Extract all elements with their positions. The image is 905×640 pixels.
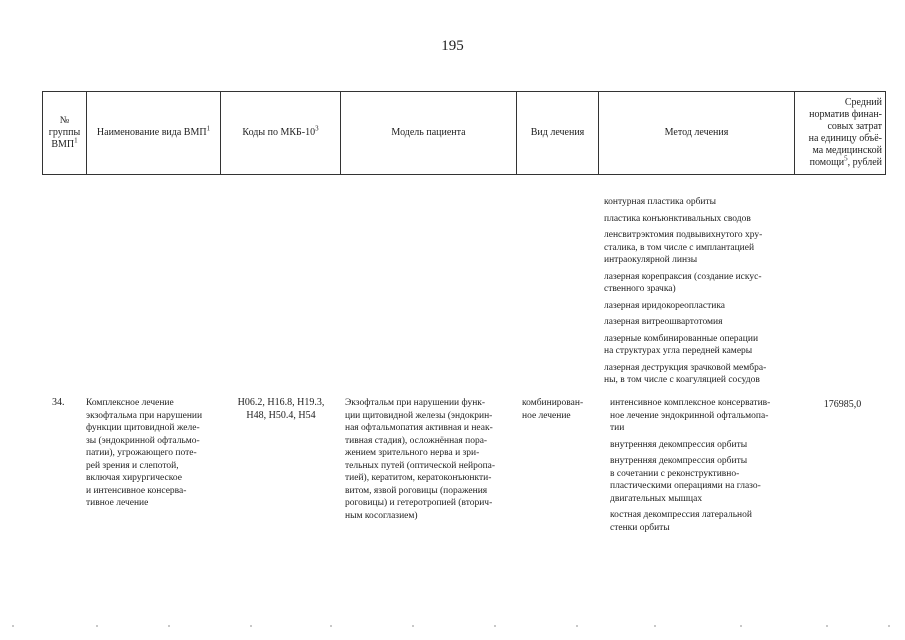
- method-line: стенки орбиты: [610, 522, 670, 533]
- method-line: контурная пластика орбиты: [604, 197, 717, 207]
- method-line: пластика конъюнктивальных сводов: [604, 213, 751, 224]
- table-header: [42, 91, 886, 175]
- method-line: ственного зрачка): [604, 284, 676, 294]
- text-line: жением зрительного нерва и зри-: [345, 448, 480, 458]
- text-line: тельных путей (оптической нейропа-: [345, 460, 496, 471]
- text-line: ная офтальмопатия активная и неак-: [345, 423, 493, 433]
- header-group-number-line: №: [59, 115, 70, 126]
- text-line: комбинирован-: [522, 398, 584, 408]
- header-group-number: [43, 92, 87, 175]
- row-34-cost: 176985,0: [823, 399, 862, 410]
- header-group-number-line: группы: [48, 127, 81, 138]
- method-line: в сочетании с реконструктивно-: [610, 468, 740, 479]
- method-line: лазерная витреошвартотомия: [604, 317, 723, 327]
- method-item: [604, 213, 800, 226]
- text-line: H06.2, H16.8, H19.3,: [237, 397, 325, 408]
- text-line: зы (эндокринной офтальмо-: [86, 435, 200, 446]
- method-line: ное лечение эндокринной офтальмопа-: [610, 410, 769, 421]
- method-item: [610, 439, 800, 452]
- header-cost-line: совых затрат: [827, 121, 882, 132]
- method-item: [604, 229, 800, 267]
- method-item: [604, 271, 800, 296]
- text-line: функции щитовидной желе-: [86, 423, 200, 433]
- header-patient-model: Модель пациента: [341, 92, 517, 175]
- method-line: лазерные комбинированные операции: [604, 333, 759, 344]
- header-cost-line: ма медицинской: [812, 145, 882, 156]
- footnote-mark: 3: [315, 124, 319, 133]
- text-line: ное лечение: [522, 410, 571, 421]
- method-line: пластическими операциями на глазо-: [610, 481, 761, 491]
- row-34-vmp-name: [86, 397, 226, 510]
- header-icd-codes: Коды по МКБ-$10^3$: [221, 92, 341, 175]
- continued-methods-list: [604, 196, 800, 391]
- header-group-number-line: ВМП: [51, 139, 75, 150]
- header-treatment-type: Вид лечения: [517, 92, 599, 175]
- method-item: [604, 300, 800, 313]
- text-line: роговицы) и гетеротропией (вторич-: [345, 498, 493, 508]
- method-line: интенсивное комплексное консерватив-: [610, 398, 771, 408]
- footnote-mark: 1: [74, 136, 78, 145]
- method-item: [604, 316, 800, 329]
- text-line: Экзофтальм при нарушении функ-: [345, 398, 486, 408]
- method-line: лазерная иридокореопластика: [604, 300, 726, 311]
- method-line: на структурах угла передней камеры: [604, 346, 753, 356]
- page-number: 195: [441, 38, 464, 54]
- footnote-mark: 5: [844, 154, 848, 163]
- text-line: H48, H50.4, H54: [246, 409, 316, 421]
- text-line: Комплексное лечение: [86, 398, 174, 408]
- header-vmp-name: Наименование вида ВМП$^1$: [87, 92, 221, 175]
- scan-artifacts: [0, 625, 905, 631]
- row-34-methods-list: [610, 397, 800, 538]
- method-line: тии: [610, 423, 625, 433]
- method-item: [604, 196, 800, 209]
- header-cost-line: норматив финан-: [809, 109, 882, 120]
- text-line: патии), угрожающего поте-: [86, 448, 197, 458]
- text-line: витом, язвой роговицы (поражения: [345, 485, 488, 496]
- row-34-icd-codes: [222, 397, 340, 422]
- header-cost-line: Средний: [844, 97, 882, 108]
- text-line: ции щитовидной железы (эндокрин-: [345, 410, 493, 421]
- method-line: костная декомпрессия латеральной: [610, 510, 752, 520]
- text-line: ным косоглазием): [345, 510, 418, 521]
- text-line: тивное лечение: [86, 498, 149, 508]
- method-item: [610, 509, 800, 534]
- method-line: внутренняя декомпрессия орбиты: [610, 439, 748, 450]
- method-line: интраокулярной линзы: [604, 255, 698, 265]
- row-34-treatment-type: [522, 397, 598, 422]
- method-item: [604, 362, 800, 387]
- method-item: [610, 397, 800, 435]
- text-line: тивная стадия), осложнённая пора-: [345, 435, 488, 446]
- method-line: ленсвитрэктомия подвывихнутого хру-: [604, 230, 763, 240]
- footnote-mark: 1: [206, 124, 211, 133]
- method-line: лазерная деструкция зрачковой мембра-: [604, 362, 767, 373]
- header-cost-line: на единицу объё-: [808, 133, 882, 144]
- method-line: сталика, в том числе с имплантацией: [604, 242, 755, 253]
- method-item: [610, 455, 800, 505]
- method-line: лазерная корепраксия (создание искус-: [604, 271, 762, 282]
- row-34-number: 34.: [52, 397, 65, 408]
- text-line: тией), кератитом, кератоконъюнкти-: [345, 473, 492, 483]
- text-line: включая хирургическое: [86, 473, 182, 483]
- method-item: [604, 333, 800, 358]
- header-average-cost: Средний норматив финан- совых затрат на единицу объё- ма медицинской помощи$^5$, рублей: [795, 92, 886, 175]
- row-34-patient-model: [345, 397, 517, 522]
- method-line: внутренняя декомпрессия орбиты: [610, 456, 748, 466]
- text-line: и интенсивное консерва-: [86, 485, 187, 496]
- text-line: рей зрения и слепотой,: [86, 460, 179, 471]
- method-line: двигательных мышцах: [610, 493, 703, 504]
- header-treatment-method: Метод лечения: [599, 92, 795, 175]
- method-line: ны, в том числе с коагуляцией сосудов: [604, 375, 760, 385]
- text-line: экзофтальма при нарушении: [86, 410, 203, 421]
